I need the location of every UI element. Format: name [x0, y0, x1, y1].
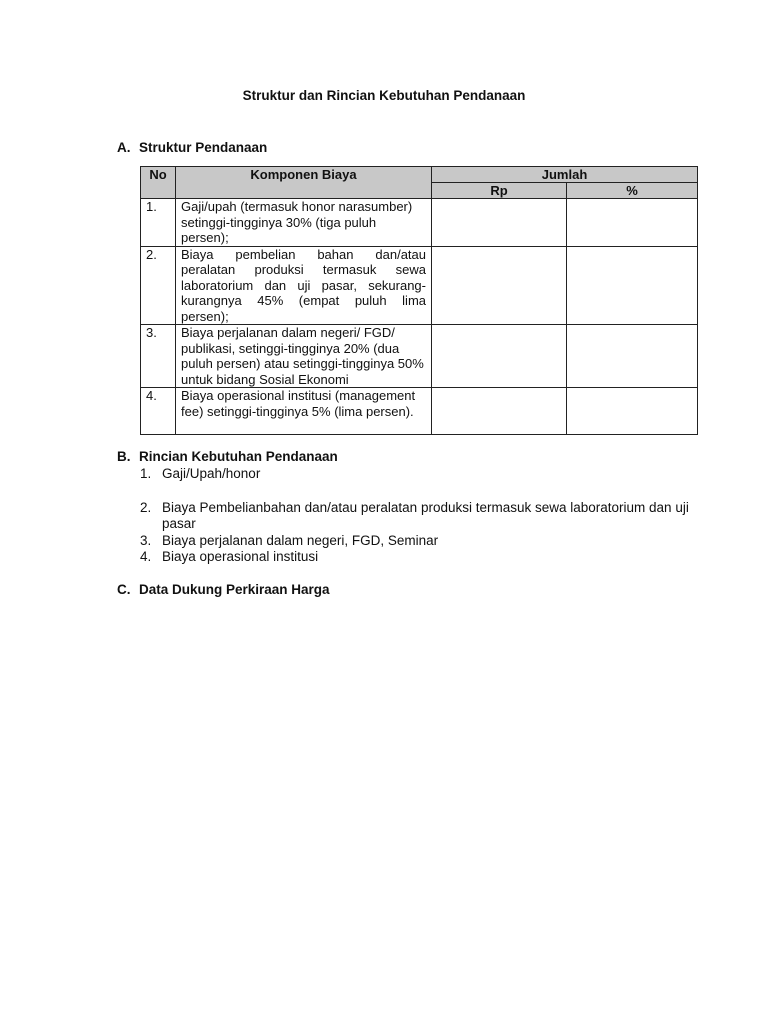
table-row [141, 325, 698, 388]
table-row [141, 199, 698, 247]
row-rp-cell[interactable] [432, 325, 567, 388]
section-c-letter: C. [117, 582, 131, 597]
list-item-number: 3. [140, 532, 152, 548]
section-b-heading [117, 449, 338, 464]
col-header-amount: Jumlah [432, 167, 698, 183]
section-a-title: Struktur Pendanaan [139, 140, 268, 155]
document-title: Struktur dan Rincian Kebutuhan Pendanaan [242, 88, 526, 103]
section-a-letter: A. [117, 140, 131, 155]
list-item [140, 466, 700, 483]
list-item-text: Gaji/Upah/honor [162, 466, 261, 481]
list-item-number: 1. [140, 466, 152, 481]
list-item-number: 2. [140, 499, 152, 515]
row-rp-cell[interactable] [432, 388, 567, 435]
section-c-heading [117, 582, 330, 597]
col-header-percent: % [567, 183, 698, 199]
row-component: Gaji/upah (termasuk honor narasumber) setinggi-tingginya 30% (tiga puluh persen); [176, 199, 432, 247]
row-percent-cell[interactable] [567, 246, 698, 325]
section-b-letter: B. [117, 449, 131, 464]
list-item-text: Biaya operasional institusi [162, 549, 319, 564]
list-item [140, 500, 700, 533]
section-b-title: Rincian Kebutuhan Pendanaan [139, 449, 338, 464]
row-component: Biaya pembelian bahan dan/atau peralatan produksi termasuk sewa laboratorium dan uji pasar, sekurang-kurangnya 45% (empat puluh lima persen); [176, 246, 432, 325]
list-item-number: 4. [140, 549, 152, 564]
funding-structure-table [140, 166, 698, 435]
row-component: Biaya perjalanan dalam negeri/ FGD/ publikasi, setinggi-tingginya 20% (dua puluh persen) atau setinggi-tingginya 50% untuk bidang Sosial Ekonomi [176, 325, 432, 388]
section-a-heading [117, 140, 267, 155]
list-item [140, 549, 700, 566]
funding-detail-list [140, 466, 700, 566]
list-item-text: Biaya perjalanan dalam negeri, FGD, Seminar [162, 532, 439, 548]
section-c-title: Data Dukung Perkiraan Harga [139, 582, 330, 597]
row-no: 3. [141, 325, 176, 388]
row-percent-cell[interactable] [567, 325, 698, 388]
table-row [141, 246, 698, 325]
row-no: 2. [141, 246, 176, 325]
row-percent-cell[interactable] [567, 199, 698, 247]
table-header-row [141, 167, 698, 183]
list-item-text: Biaya Pembelianbahan dan/atau peralatan produksi termasuk sewa laboratorium dan uji pasar [162, 499, 689, 531]
row-percent-cell[interactable] [567, 388, 698, 435]
row-rp-cell[interactable] [432, 199, 567, 247]
row-component: Biaya operasional institusi (management fee) setinggi-tingginya 5% (lima persen). [176, 388, 432, 435]
table-row [141, 388, 698, 435]
row-rp-cell[interactable] [432, 246, 567, 325]
list-item [140, 533, 700, 550]
col-header-component: Komponen Biaya [176, 167, 432, 199]
col-header-no: No [141, 167, 176, 199]
row-no: 4. [141, 388, 176, 435]
row-no: 1. [141, 199, 176, 247]
col-header-rp: Rp [432, 183, 567, 199]
